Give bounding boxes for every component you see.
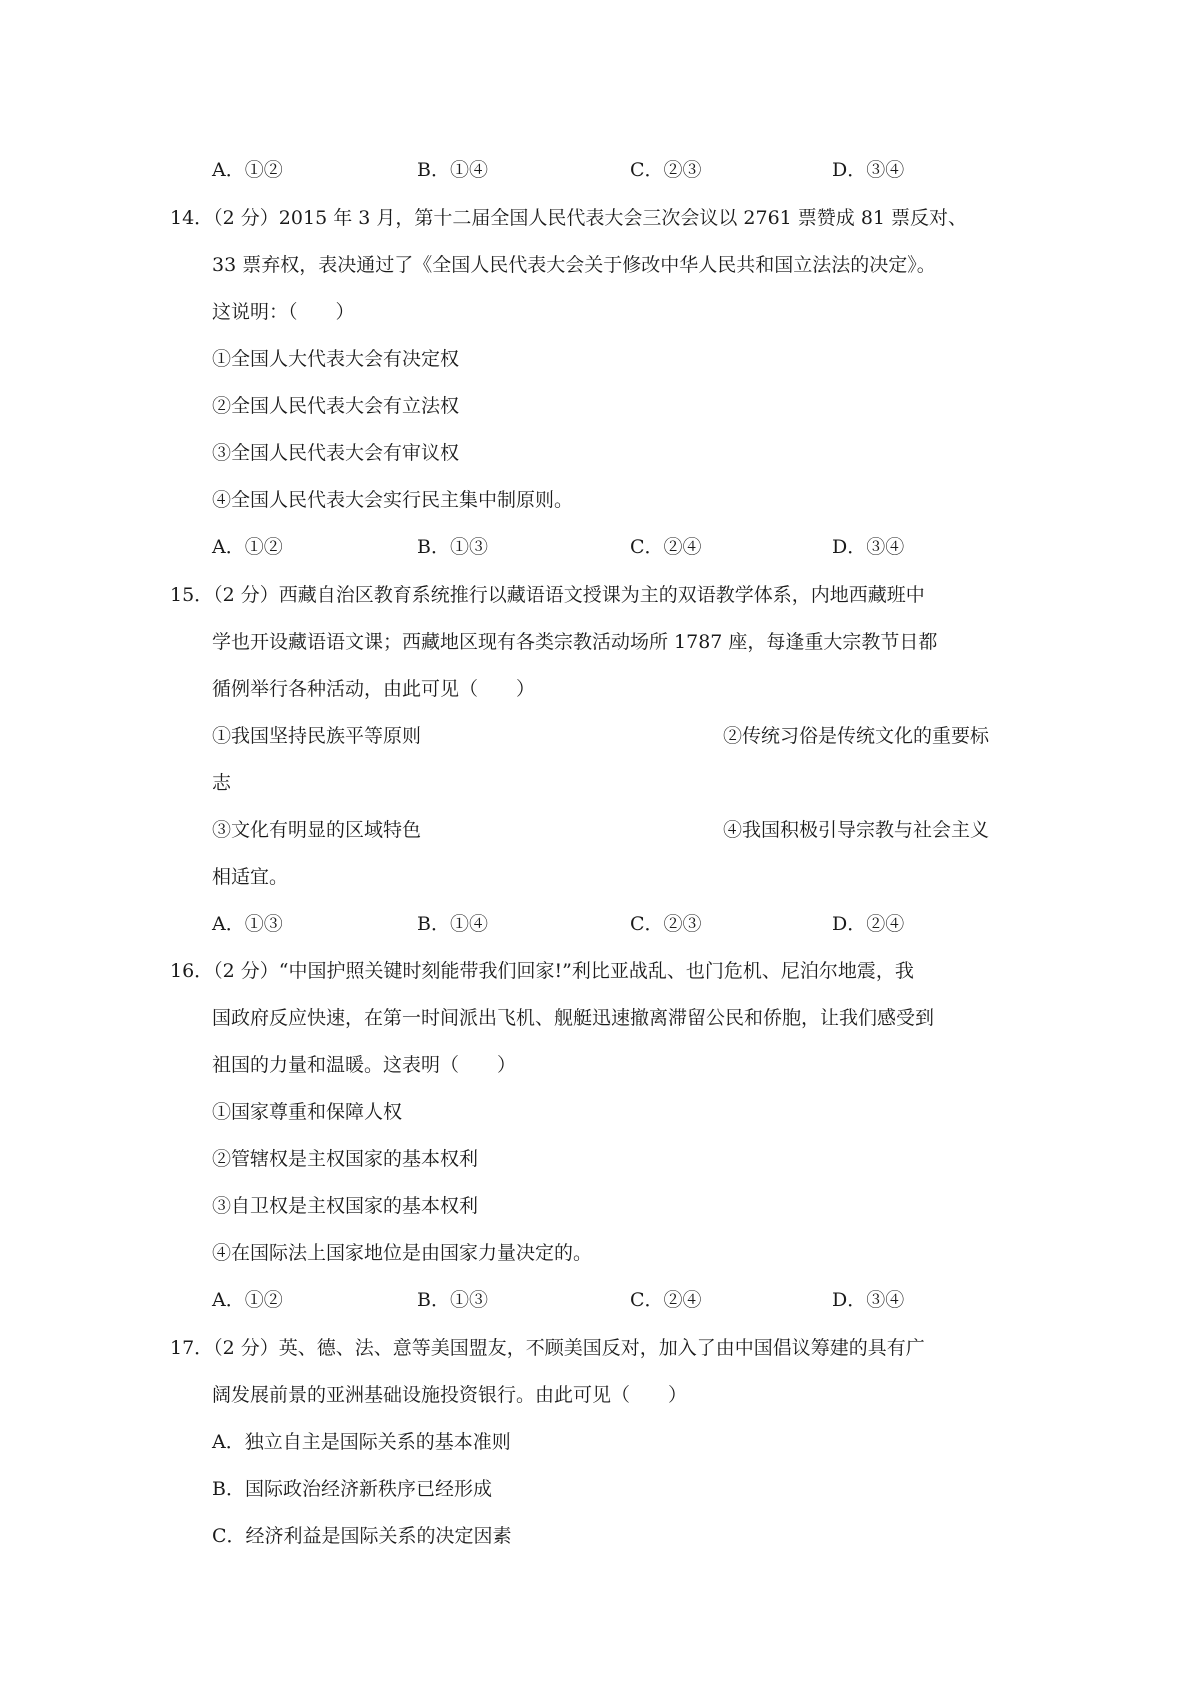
q17-stem-line-1: 17．（2 分）英、德、法、意等美国盟友，不顾美国反对，加入了由中国倡议筹建的具有广 [170, 1337, 925, 1359]
q15-stem-line-2: 学也开设藏语语文课；西藏地区现有各类宗教活动场所 1787 座，每逢重大宗教节日都 [212, 631, 938, 653]
q15-item-3: ③文化有明显的区域特色 [212, 819, 422, 841]
q14-stem-line-2: 33 票弃权，表决通过了《全国人民代表大会关于修改中华人民共和国立法法的决定》。 [212, 254, 936, 276]
q15-item-4-wrap: 相适宜。 [212, 866, 289, 888]
q17-stem-line-2: 阔发展前景的亚洲基础设施投资银行。由此可见（ ） [212, 1384, 688, 1406]
q14-item-3: ③全国人民代表大会有审议权 [212, 442, 460, 464]
q14-option-d[interactable]: D．③④ [832, 536, 905, 558]
q15-option-b[interactable]: B．①④ [417, 913, 488, 935]
q14-option-c[interactable]: C．②④ [630, 536, 702, 558]
q16-item-2: ②管辖权是主权国家的基本权利 [212, 1148, 479, 1170]
q15-option-c[interactable]: C．②③ [630, 913, 702, 935]
q15-stem-line-1: 15．（2 分）西藏自治区教育系统推行以藏语语文授课为主的双语教学体系，内地西藏班中 [170, 584, 925, 606]
q16-options [212, 1287, 1032, 1313]
q14-item-4: ④全国人民代表大会实行民主集中制原则。 [212, 489, 574, 511]
q13-option-a[interactable]: A．①② [212, 159, 283, 181]
q16-option-a[interactable]: A．①② [212, 1289, 283, 1311]
q16-option-b[interactable]: B．①③ [417, 1289, 488, 1311]
q14-stem-line-3: 这说明：（ ） [212, 301, 355, 323]
q16-stem-line-3: 祖国的力量和温暖。这表明（ ） [212, 1054, 517, 1076]
q17-option-b[interactable]: B．国际政治经济新秩序已经形成 [212, 1478, 492, 1500]
q16-item-3: ③自卫权是主权国家的基本权利 [212, 1195, 479, 1217]
q14-option-a[interactable]: A．①② [212, 536, 283, 558]
q17-option-a[interactable]: A．独立自主是国际关系的基本准则 [212, 1431, 511, 1453]
q13-option-c[interactable]: C．②③ [630, 159, 702, 181]
q14-option-b[interactable]: B．①③ [417, 536, 488, 558]
q15-item-1: ①我国坚持民族平等原则 [212, 725, 422, 747]
q15-option-a[interactable]: A．①③ [212, 913, 283, 935]
q14-item-1: ①全国人大代表大会有决定权 [212, 348, 460, 370]
q15-options [212, 911, 1032, 937]
q14-options [212, 534, 1032, 560]
q15-item-4: ④我国积极引导宗教与社会主义 [723, 819, 990, 841]
q14-item-2: ②全国人民代表大会有立法权 [212, 395, 460, 417]
q15-item-2: ②传统习俗是传统文化的重要标 [723, 725, 990, 747]
q16-stem-line-2: 国政府反应快速，在第一时间派出飞机、舰艇迅速撤离滞留公民和侨胞，让我们感受到 [212, 1007, 935, 1029]
q17-option-c[interactable]: C．经济利益是国际关系的决定因素 [212, 1525, 512, 1547]
q16-option-d[interactable]: D．③④ [832, 1289, 905, 1311]
q14-stem-line-1: 14．（2 分）2015 年 3 月，第十二届全国人民代表大会三次会议以 2761 票赞成 81 票反对、 [170, 207, 968, 229]
q13-option-b[interactable]: B．①④ [417, 159, 488, 181]
q13-option-d[interactable]: D．③④ [832, 159, 905, 181]
q15-stem-line-3: 循例举行各种活动，由此可见（ ） [212, 678, 536, 700]
q16-item-4: ④在国际法上国家地位是由国家力量决定的。 [212, 1242, 593, 1264]
q16-stem-line-1: 16．（2 分）“中国护照关键时刻能带我们回家!”利比亚战乱、也门危机、尼泊尔地震，我 [170, 960, 914, 982]
q13-options [212, 157, 1032, 183]
q16-option-c[interactable]: C．②④ [630, 1289, 702, 1311]
q16-item-1: ①国家尊重和保障人权 [212, 1101, 403, 1123]
q15-option-d[interactable]: D．②④ [832, 913, 905, 935]
q15-item-2-wrap: 志 [212, 772, 232, 794]
